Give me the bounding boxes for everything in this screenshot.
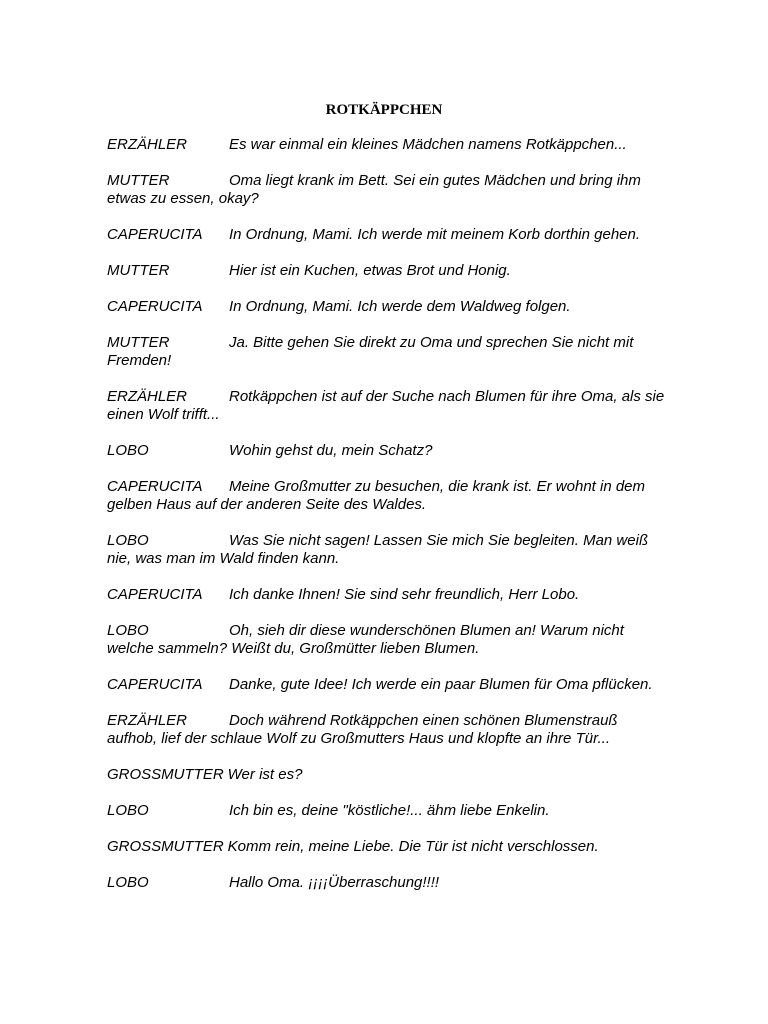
speaker-name: CAPERUCITA bbox=[107, 478, 203, 495]
dialogue-line bbox=[107, 226, 667, 244]
dialogue-text: Oh, sieh dir diese wunderschönen Blumen an! Warum nicht welche sammeln? Weißt du, Großmütter lieben Blumen. bbox=[107, 622, 624, 657]
speaker-name: CAPERUCITA bbox=[107, 226, 203, 243]
dialogue-line bbox=[107, 532, 667, 568]
dialogue-line bbox=[107, 136, 667, 154]
speaker-name: CAPERUCITA bbox=[107, 298, 203, 315]
speaker-name: ERZÄHLER bbox=[107, 712, 188, 729]
speaker-name: ERZÄHLER bbox=[107, 136, 188, 153]
speaker-name: MUTTER bbox=[107, 262, 170, 279]
speaker-name: LOBO bbox=[107, 622, 149, 639]
speaker-name: MUTTER bbox=[107, 334, 170, 351]
dialogue-text: Hallo Oma. ¡¡¡¡Überraschung!!!! bbox=[229, 874, 440, 891]
dialogue-line bbox=[107, 388, 667, 424]
dialogue-text: Ja. Bitte gehen Sie direkt zu Oma und sprechen Sie nicht mit Fremden! bbox=[107, 334, 634, 369]
dialogue-line bbox=[107, 442, 667, 460]
script-body bbox=[107, 136, 667, 910]
speaker-name: LOBO bbox=[107, 874, 149, 891]
dialogue-line bbox=[107, 802, 667, 820]
dialogue-line bbox=[107, 478, 667, 514]
speaker-name: LOBO bbox=[107, 532, 149, 549]
dialogue-line bbox=[107, 838, 667, 856]
dialogue-line bbox=[107, 586, 667, 604]
dialogue-line bbox=[107, 334, 667, 370]
dialogue-text: Komm rein, meine Liebe. Die Tür ist nicht verschlossen. bbox=[227, 838, 599, 855]
speaker-name: CAPERUCITA bbox=[107, 676, 203, 693]
dialogue-line bbox=[107, 262, 667, 280]
dialogue-text: Wohin gehst du, mein Schatz? bbox=[229, 442, 433, 459]
dialogue-text: Ich danke Ihnen! Sie sind sehr freundlich, Herr Lobo. bbox=[229, 586, 580, 603]
dialogue-text: Rotkäppchen ist auf der Suche nach Blumen für ihre Oma, als sie einen Wolf trifft... bbox=[107, 388, 665, 423]
dialogue-line bbox=[107, 622, 667, 658]
document-title: ROTKÄPPCHEN bbox=[325, 102, 443, 118]
speaker-name: LOBO bbox=[107, 442, 149, 459]
dialogue-text: Was Sie nicht sagen! Lassen Sie mich Sie begleiten. Man weiß nie, was man im Wald finden kann. bbox=[107, 532, 649, 567]
dialogue-text: Hier ist ein Kuchen, etwas Brot und Honig. bbox=[229, 262, 511, 279]
dialogue-text: In Ordnung, Mami. Ich werde dem Waldweg folgen. bbox=[229, 298, 571, 315]
dialogue-line bbox=[107, 874, 667, 892]
speaker-name: GROSSMUTTER bbox=[107, 838, 224, 855]
dialogue-text: Es war einmal ein kleines Mädchen namens Rotkäppchen... bbox=[229, 136, 627, 153]
dialogue-text: Oma liegt krank im Bett. Sei ein gutes Mädchen und bring ihm etwas zu essen, okay? bbox=[107, 172, 641, 207]
speaker-name: CAPERUCITA bbox=[107, 586, 203, 603]
speaker-name: LOBO bbox=[107, 802, 149, 819]
dialogue-text: Danke, gute Idee! Ich werde ein paar Blumen für Oma pflücken. bbox=[229, 676, 653, 693]
dialogue-line bbox=[107, 676, 667, 694]
dialogue-line bbox=[107, 298, 667, 316]
dialogue-line bbox=[107, 712, 667, 748]
speaker-name: ERZÄHLER bbox=[107, 388, 188, 405]
dialogue-line bbox=[107, 172, 667, 208]
dialogue-text: Doch während Rotkäppchen einen schönen Blumenstrauß aufhob, lief der schlaue Wolf zu Großmutters Haus und klopfte an ihre Tür... bbox=[107, 712, 618, 747]
dialogue-text: Ich bin es, deine "köstliche!... ähm liebe Enkelin. bbox=[229, 802, 550, 819]
dialogue-text: In Ordnung, Mami. Ich werde mit meinem Korb dorthin gehen. bbox=[229, 226, 641, 243]
dialogue-text: Meine Großmutter zu besuchen, die krank ist. Er wohnt in dem gelben Haus auf der anderen Seite des Waldes. bbox=[107, 478, 646, 513]
speaker-name: MUTTER bbox=[107, 172, 170, 189]
dialogue-line bbox=[107, 766, 667, 784]
speaker-name: GROSSMUTTER bbox=[107, 766, 224, 783]
dialogue-text: Wer ist es? bbox=[227, 766, 303, 783]
